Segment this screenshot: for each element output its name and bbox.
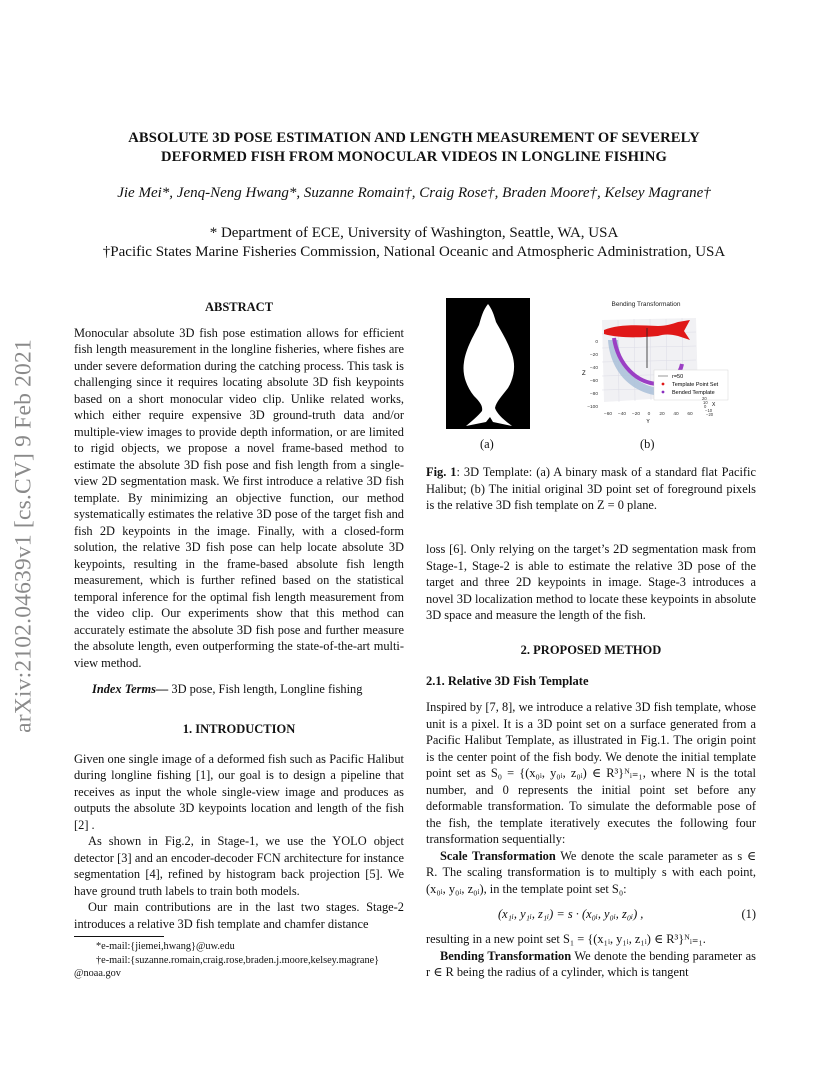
equation-number: (1) — [741, 907, 756, 921]
intro-paragraph-2: As shown in Fig.2, in Stage-1, we use the YOLO object detector [3] and an encoder-decoder FCN architecture for instance segmentation [4], refined by histogram back projection [5]. We have ground truth labels to train both models. — [74, 834, 404, 898]
x-axis-label: X — [712, 402, 716, 408]
z-ticks — [587, 339, 598, 410]
abstract-text: Monocular absolute 3D fish pose estimation allows for efficient fish length measurement in the longline fisheries, where fishes are under severe deformation during the catching process. This task is challenging since it requires locating absolute 3D fish keypoints based on a short monocular video clip. Unlike related works, which either require expensive 3D ground-truth data and/or multiple-view images to provide depth information, or are limited to rigid objects, we propose a novel frame-based method to estimate the absolute 3D fish pose and fish length from a single-view 2D segmentation mask. We first introduce a relative 3D fish template. By minimizing an objective function, our method systematically estimates the relative 3D pose of the target fish and fish 2D keypoints in the image. Finally, with a closed-form solution, the relative 3D fish pose can help locate absolute 3D keypoints, resulting in the frame-based absolute fish length measurement, which is further refined based on the statistical temporal inference for the optimal fish length measurement from the video clip. Our experiments show that this method can accurately estimate the absolute 3D fish pose and further measure the absolute length, even outperforming the state-of-the-art multi-view method. — [74, 325, 404, 670]
z-axis-label: Z — [582, 371, 586, 377]
section-2-paragraph: Inspired by [7, 8], we introduce a relative 3D fish template, whose unit is a pixel. It is a 3D point set on a surface generated from a Pacific Halibut Template, as illustrated in Fig.1. The origin point is the center point of the fish body. We denote the initial template point set as S₀ = {(x₀ᵢ, y₀ᵢ, z₀ᵢ) ∈ R³}ᴺᵢ₌₁, where N is the total number, and 0 represents the initial point set before any deformable transformation. To simulate the deformable pose of the fish, the template iteratively executes the following four transformation sequentially: — [426, 700, 756, 846]
result-paragraph: resulting in a new point set S₁ = {(x₁ᵢ, y₁ᵢ, z₁ᵢ) ∈ R³}ᴺᵢ₌₁. — [426, 932, 706, 946]
section-2-heading: 2. PROPOSED METHOD — [520, 643, 662, 657]
equation-1 — [426, 897, 756, 931]
section-2 — [426, 642, 756, 981]
binary-mask-image — [446, 298, 530, 429]
legend-template: Template Point Set — [672, 382, 719, 388]
x-tick: −10 — [705, 408, 713, 413]
index-terms — [74, 681, 404, 698]
paper-title — [60, 129, 768, 167]
plot-title: Bending Transformation — [611, 301, 681, 308]
x-tick: 10 — [703, 400, 708, 405]
legend-bended: Bended Template — [672, 390, 715, 396]
x-tick: 0 — [704, 404, 707, 409]
intro-paragraph-1: Given one single image of a deformed fish such as Pacific Halibut during longline fishing [1], our goal is to design a pipeline that receives as input the whole single-view image and produces as outputs the absolute 3D keypoints location and length of the fish [2] . — [74, 751, 404, 832]
index-terms-text: 3D pose, Fish length, Longline fishing — [168, 682, 363, 696]
z-tick: −60 — [589, 379, 598, 384]
bend-text: We denote the bending parameter as r ∈ R being the radius of a cylinder, which is tangent — [426, 948, 756, 979]
x-tick: −20 — [706, 412, 714, 417]
introduction-section — [74, 721, 404, 932]
y-axis-label: Y — [646, 419, 650, 425]
z-tick: 0 — [595, 340, 598, 345]
y-tick: −60 — [603, 412, 613, 417]
scale-label: Scale Transformation — [440, 848, 556, 863]
footnote-2: †e-mail:{suzanne.romain,craig.rose,braden.j.moore,kelsey.magrane} @noaa.gov — [74, 954, 380, 979]
bending-transformation-plot — [578, 298, 736, 430]
z-tick: −40 — [589, 366, 598, 371]
arxiv-id: arXiv:2102.04639v1 [cs.CV] 9 Feb 2021 — [10, 339, 37, 733]
intro-paragraph-3: Our main contributions are in the last two stages. Stage-2 introduces a relative 3D fish template and chamfer distance — [74, 900, 404, 931]
affiliation-2: †Pacific States Marine Fisheries Commission, National Oceanic and Atmospheric Administration, USA — [102, 244, 726, 260]
index-terms-label: Index Terms— — [92, 682, 169, 696]
legend-r: r=50 — [672, 374, 684, 380]
legend-marker-1 — [662, 383, 665, 386]
legend-marker-2 — [662, 391, 665, 394]
footnote-1: *e-mail:{jiemei,hwang}@uw.edu — [96, 941, 235, 952]
subfig-label-a: (a) — [480, 437, 494, 451]
y-tick: 40 — [673, 412, 679, 417]
footnotes — [74, 940, 404, 981]
arxiv-sidebar — [4, 294, 44, 778]
abstract-section — [74, 299, 404, 698]
subsection-2-1-heading: 2.1. Relative 3D Fish Template — [426, 673, 589, 688]
y-tick: −20 — [631, 412, 641, 417]
right-column-text — [426, 541, 756, 624]
y-tick: 0 — [647, 412, 651, 417]
y-tick: 20 — [659, 412, 665, 417]
footnote-rule — [74, 936, 164, 937]
x-tick: 20 — [702, 396, 707, 401]
title-line-2: DEFORMED FISH FROM MONOCULAR VIDEOS IN LONGLINE FISHING — [161, 149, 667, 165]
bend-label: Bending Transformation — [440, 948, 572, 963]
scale-transformation-paragraph — [426, 848, 756, 898]
equation-text: (x₁ᵢ, y₁ᵢ, z₁ᵢ) = s · (x₀ᵢ, y₀ᵢ, z₀ᵢ) , — [498, 907, 644, 921]
z-tick: −20 — [589, 353, 598, 358]
y-tick: −40 — [617, 412, 627, 417]
caption-text: : 3D Template: (a) A binary mask of a standard flat Pacific Halibut; (b) The initial original 3D point set of foreground pixels is the relative 3D fish template on Z = 0 plane. — [426, 465, 756, 512]
abstract-heading: ABSTRACT — [204, 300, 274, 314]
halibut-silhouette — [446, 298, 530, 429]
bending-transformation-paragraph — [426, 948, 756, 981]
affiliation-1: * Department of ECE, University of Washington, Seattle, WA, USA — [209, 225, 619, 241]
title-line-1: ABSOLUTE 3D POSE ESTIMATION AND LENGTH MEASUREMENT OF SEVERELY — [128, 130, 700, 146]
authors: Jie Mei*, Jenq-Neng Hwang*, Suzanne Romain†, Craig Rose†, Braden Moore†, Kelsey Magrane† — [117, 185, 711, 201]
subfig-label-b: (b) — [640, 437, 655, 451]
figure-caption — [426, 464, 756, 514]
right-paragraph-1: loss [6]. Only relying on the target’s 2D segmentation mask from Stage-1, Stage-2 is able to estimate the relative 3D pose of the target and three 2D keypoints in image. Stage-3 introduces a novel 3D localization method to locate these keypoints in absolute 3D space and measure the length of the fish. — [426, 542, 756, 622]
scale-text: We denote the scale parameter as s ∈ R. The scaling transformation is to multiply s with each point, (x₀ᵢ, y₀ᵢ, z₀ᵢ), in the template point set S₀: — [426, 848, 757, 896]
y-tick: 60 — [687, 412, 693, 417]
caption-label: Fig. 1 — [426, 465, 457, 479]
z-tick: −100 — [587, 405, 598, 410]
intro-heading: 1. INTRODUCTION — [182, 722, 296, 736]
z-tick: −80 — [589, 392, 598, 397]
y-ticks — [604, 411, 693, 417]
